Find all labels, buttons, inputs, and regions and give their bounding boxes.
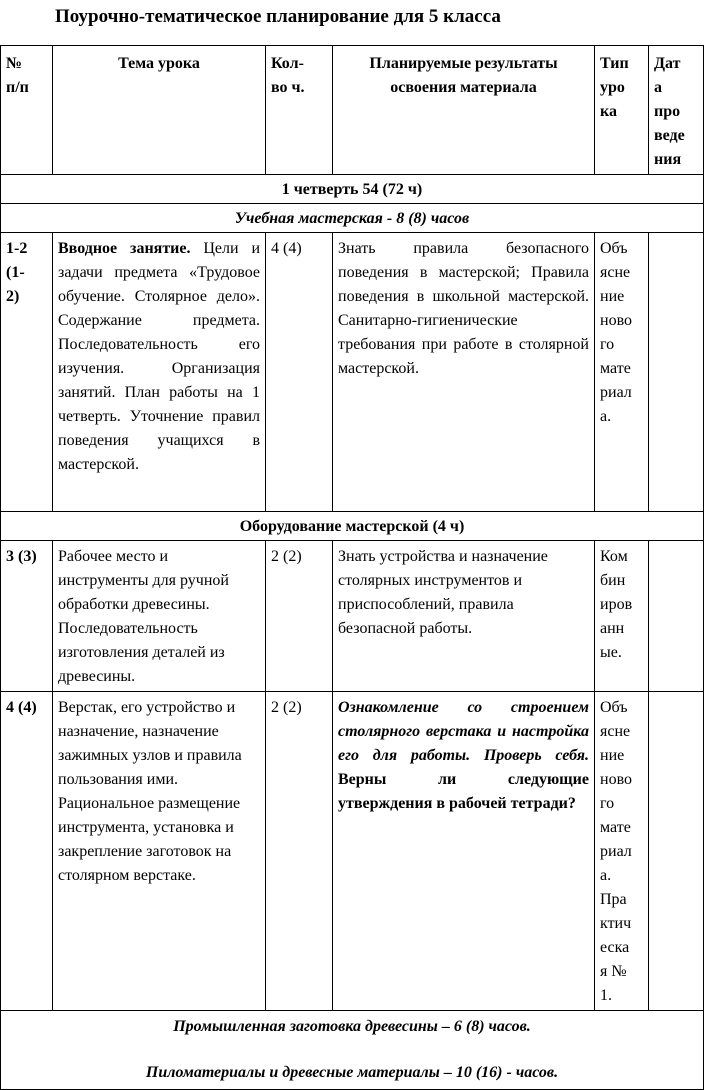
section-equipment: Оборудование мастерской (4 ч): [1, 512, 704, 541]
section-quarter: 1 четверть 54 (72 ч): [1, 175, 704, 204]
row-topic: [53, 233, 266, 512]
row-hours: 2 (2): [266, 692, 333, 1011]
row-num: 1-2 (1- 2): [1, 233, 53, 512]
topic-text: Цели и задачи предмета «Трудовое обучение. Столярное дело». Содержание предмета. Последовательность его изучения. Организация занятий. План работы на 1 четверть. Уточнение правил поведения учащихся в мастерской.: [58, 240, 261, 473]
row-hours: 2 (2): [266, 541, 333, 692]
section-row: [1, 175, 704, 204]
table-row: [1, 692, 704, 1011]
row-num: 4 (4): [1, 692, 53, 1011]
row-type: Объ ясне ние ново го мате риал а.: [595, 233, 649, 512]
row-date: [649, 541, 704, 692]
header-topic: Тема урока: [53, 46, 266, 175]
row-results: Знать устройства и назначение столярных инструментов и приспособлений, правила безопасной работы.: [333, 541, 595, 692]
header-hours: Кол- во ч.: [266, 46, 333, 175]
footer-cell: [1, 1011, 704, 1090]
footer-line-1: Промышленная заготовка древесины – 6 (8) часов.: [173, 1018, 531, 1035]
row-num: 3 (3): [1, 541, 53, 692]
header-row: [1, 46, 704, 175]
results-bold: Верны ли следующие утверждения в рабочей тетради?: [338, 771, 589, 812]
header-date: Дат а про веде ния: [649, 46, 704, 175]
header-type: Тип уро ка: [595, 46, 649, 175]
row-date: [649, 692, 704, 1011]
header-results: Планируемые результаты освоения материала: [333, 46, 595, 175]
row-date: [649, 233, 704, 512]
table-row: [1, 541, 704, 692]
lesson-plan-table: [0, 45, 704, 1090]
footer-row: [1, 1011, 704, 1090]
row-type: Объ ясне ние ново го мате риал а. Пра ктич еска я № 1.: [595, 692, 649, 1011]
row-results: [333, 692, 595, 1011]
section-row: [1, 512, 704, 541]
section-row: [1, 204, 704, 233]
footer-line-2: Пиломатериалы и древесные материалы – 10 (16) - часов.: [145, 1064, 559, 1081]
row-topic: Рабочее место и инструменты для ручной обработки древесины. Последовательность изготовления деталей из древесины.: [53, 541, 266, 692]
table-row: [1, 233, 704, 512]
header-num: № п/п: [1, 46, 53, 175]
topic-bold: Вводное занятие.: [58, 240, 191, 257]
row-results: Знать правила безопасного поведения в мастерской; Правила поведения в школьной мастерской. Санитарно-гигиенические требования при работе в столярной мастерской.: [333, 233, 595, 512]
row-topic: Верстак, его устройство и назначение, назначение зажимных узлов и правила пользования ими. Рациональное размещение инструмента, установка и закрепление заготовок на столярном верстаке.: [53, 692, 266, 1011]
row-type: Ком бин иров анн ые.: [595, 541, 649, 692]
page-title: Поурочно-тематическое планирование для 5 класса: [55, 6, 501, 27]
results-bold-italic: Ознакомление со строением столярного верстака и настройка его для работы. Проверь себя.: [338, 699, 589, 764]
row-hours: 4 (4): [266, 233, 333, 512]
section-workshop: Учебная мастерская - 8 (8) часов: [1, 204, 704, 233]
